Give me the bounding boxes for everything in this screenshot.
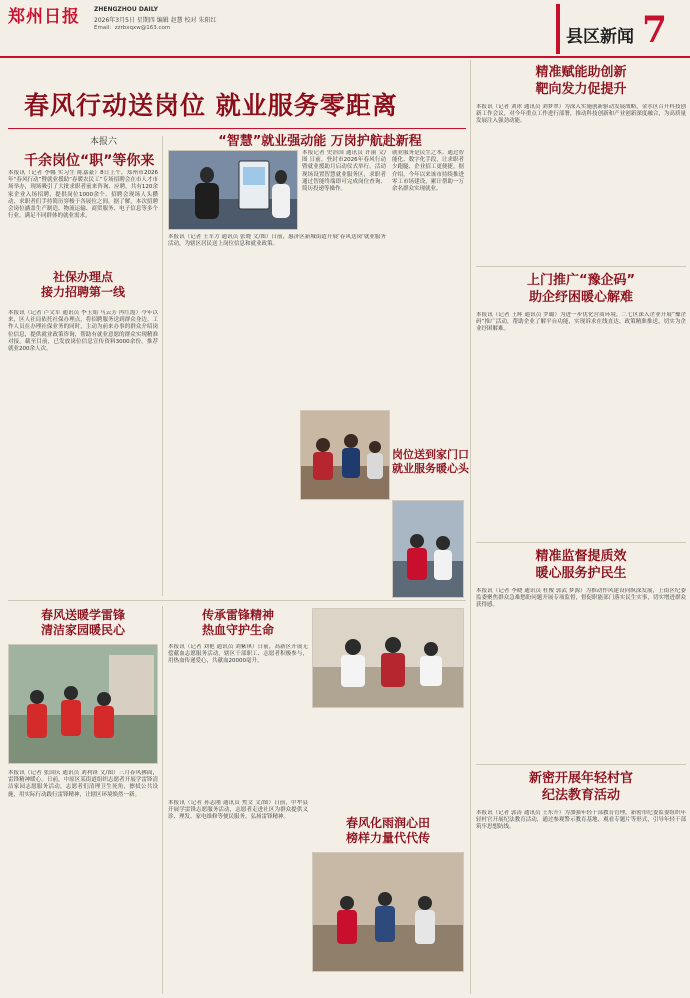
service-photo: [392, 500, 464, 598]
lead-body: 本报讯（记者 李娜 实习生 陈嘉豪）8日上午，郑州市2026年“春风行动”暨就业援助“春暖农民工”专场招聘会在市人才市场举办，现场吸引了大批求职者前来咨询、应聘，共有120余家企业入场招聘，提供岗位1000余个。招聘会现场人头攒动，求职者们手持简历穿梭于各展位之间。据了解，本次招聘会岗位涵盖生产制造、物流运输、商贸服务、电子信息等多个行业，满足不同群体的就业需求。: [8, 170, 158, 220]
cleanup-photo: [8, 644, 158, 764]
supervision-title: 精准监督提质效 暖心服务护民生: [535, 549, 627, 581]
masthead-email: Email：zzrbxqxw@163.com: [94, 25, 171, 31]
main-headline: 春风行动送岗位 就业服务零距离: [24, 91, 398, 120]
cleanup-body: 本报讯（记者 张国庆 通讯员 刘利锋 文/图）三月春风拂面，雷锋精神暖心。日前，中原区某街道组织志愿者开展学雷锋清洁家园志愿服务活动，志愿者们清理卫生死角，擦拭公共设施，用实际行动践行雷锋精神，让辖区环境焕然一新。: [8, 770, 158, 798]
section-name: 县区新闻: [566, 27, 634, 47]
kiosk-photo: [168, 150, 298, 230]
blood-donation-body: 本报讯（记者 刘艳 通讯员 刘紫琪）日前，高新区开展无偿献血志愿服务活动，辖区干部职工、志愿者积极参与，用热血传递爱心，共献血20000毫升。: [168, 644, 308, 665]
mid-horizontal-rule: [8, 600, 466, 601]
mid-title: 岗位送到家门口 就业服务暖心头: [392, 448, 469, 475]
lead-author: 本报六: [90, 137, 118, 147]
village-official-title: 新密开展年轻村官 纪法教育活动: [528, 771, 633, 803]
column-divider: [162, 136, 163, 596]
bottom-column-divider: [162, 606, 163, 994]
masthead-english: ZHENGZHOU DAILY: [94, 6, 158, 13]
social-security-title: 社保办理点 接力招聘第一线: [40, 270, 125, 299]
blood-donation-title: 传承雷锋精神 热血守护生命: [201, 608, 274, 637]
right-column-divider: [470, 60, 471, 994]
innovation-body: 本报讯（记者 刘冰 通讯员 刘梦翠）为深入实施创新驱动发展战略，金水区召开科技创新工作会议，对今年重点工作进行部署，推动科技创新和产业创新深度融合，为高质量发展注入强劲动能。: [476, 104, 686, 125]
headline-rule: [8, 128, 466, 129]
enterprise-code-title: 上门推广“豫企码” 助企纾困暖心解难: [526, 273, 636, 305]
center-title: “智慧”就业强动能 万岗护航赴新程: [218, 134, 422, 149]
role-model-title: 春风化雨润心田 榜样力量代代传: [345, 816, 430, 845]
center-right-body: 就业服务是民生之本。通过智能化、数字化手段，让求职者少跑腿、企业招工更便捷。据介绍，今年以来该市持续推进零工市场建设，累计帮助一万余名群众实现就业。: [392, 150, 464, 193]
enterprise-code-body: 本报讯（记者 王辉 通讯员 罗璐）为进一步优化营商环境，二七区深入企业开展“豫企码”推广活动，帮助企业了解平台功能，实现诉求在线直达、政策精准推送，切实为企业纾困解难。: [476, 312, 686, 333]
supervision-body: 本报讯（记者 李晓 通讯员 杜俊 郭武 梦源）为推动作风建设向纵深发展，上街区纪委监委聚焦群众急难愁盼问题开展专项监督，督促职能部门落实民生实事，切实增进群众获得感。: [476, 588, 686, 609]
lead-subhead: 千余岗位“职”等你来: [24, 153, 155, 169]
newspaper-logo: 郑州日报: [8, 7, 80, 27]
masthead-date: 2026年3月5日 星期四 编辑 赵慧 校对 朱阳红: [94, 17, 217, 24]
innovation-title: 精准赋能助创新 靶向发力促提升: [535, 65, 627, 97]
community-photo: [300, 410, 390, 500]
donation-photo: [312, 608, 464, 708]
right-rule-3: [476, 764, 686, 765]
village-official-body: 本报讯（记者 郭涛 通讯员 王东升）为加强年轻干部教育管理，新密市纪委监委组织年轻村官开展纪法教育活动，通过参观警示教育基地、观看专题片等形式，引导年轻干部筑牢思想防线。: [476, 810, 686, 831]
top-rule: [0, 56, 690, 58]
role-model-body: 本报讯（记者 孙志刚 通讯员 焦文 文/图）日前，中牟县开展学雷锋志愿服务活动，志愿者走进社区为群众提供义诊、理发、家电维修等便民服务，弘扬雷锋精神。: [168, 800, 308, 821]
social-security-body: 本报讯（记者 卢文军 通讯员 李玉娟 马云芳 冉红霞）今年以来，区人社局依托社保办理点，将招聘服务送到群众身边。工作人员在办理社保业务的同时，主动为前来办事的群众介绍岗位信息，提供就业政策咨询，帮助有就业意愿的群众实现精准对接。截至目前，已发放岗位信息宣传资料3000余份，推荐就业200余人次。: [8, 310, 158, 353]
right-rule-2: [476, 542, 686, 543]
cleanup-title: 春风送暖学雷锋 清洁家园暖民心: [40, 608, 125, 637]
page-number: 7: [642, 9, 668, 51]
role-model-photo: [312, 852, 464, 972]
right-rule-1: [476, 266, 686, 267]
center-story-body: 本报讯（记者 王军方 通讯员 张晓 文/图）日前，惠济区新城街道开展‘春风送岗’就业服务活动，为辖区居民送上岗位信息和就业政策。: [168, 234, 386, 248]
center-caption-text: 本报记者 史治国 通讯员 许丽 文/图 日前，登封市2026年春风行动暨就业援助月启动仪式举行。活动现场设置智慧就业服务区，求职者通过智能终端即可完成岗位查询、简历投递等操作。: [302, 150, 386, 193]
